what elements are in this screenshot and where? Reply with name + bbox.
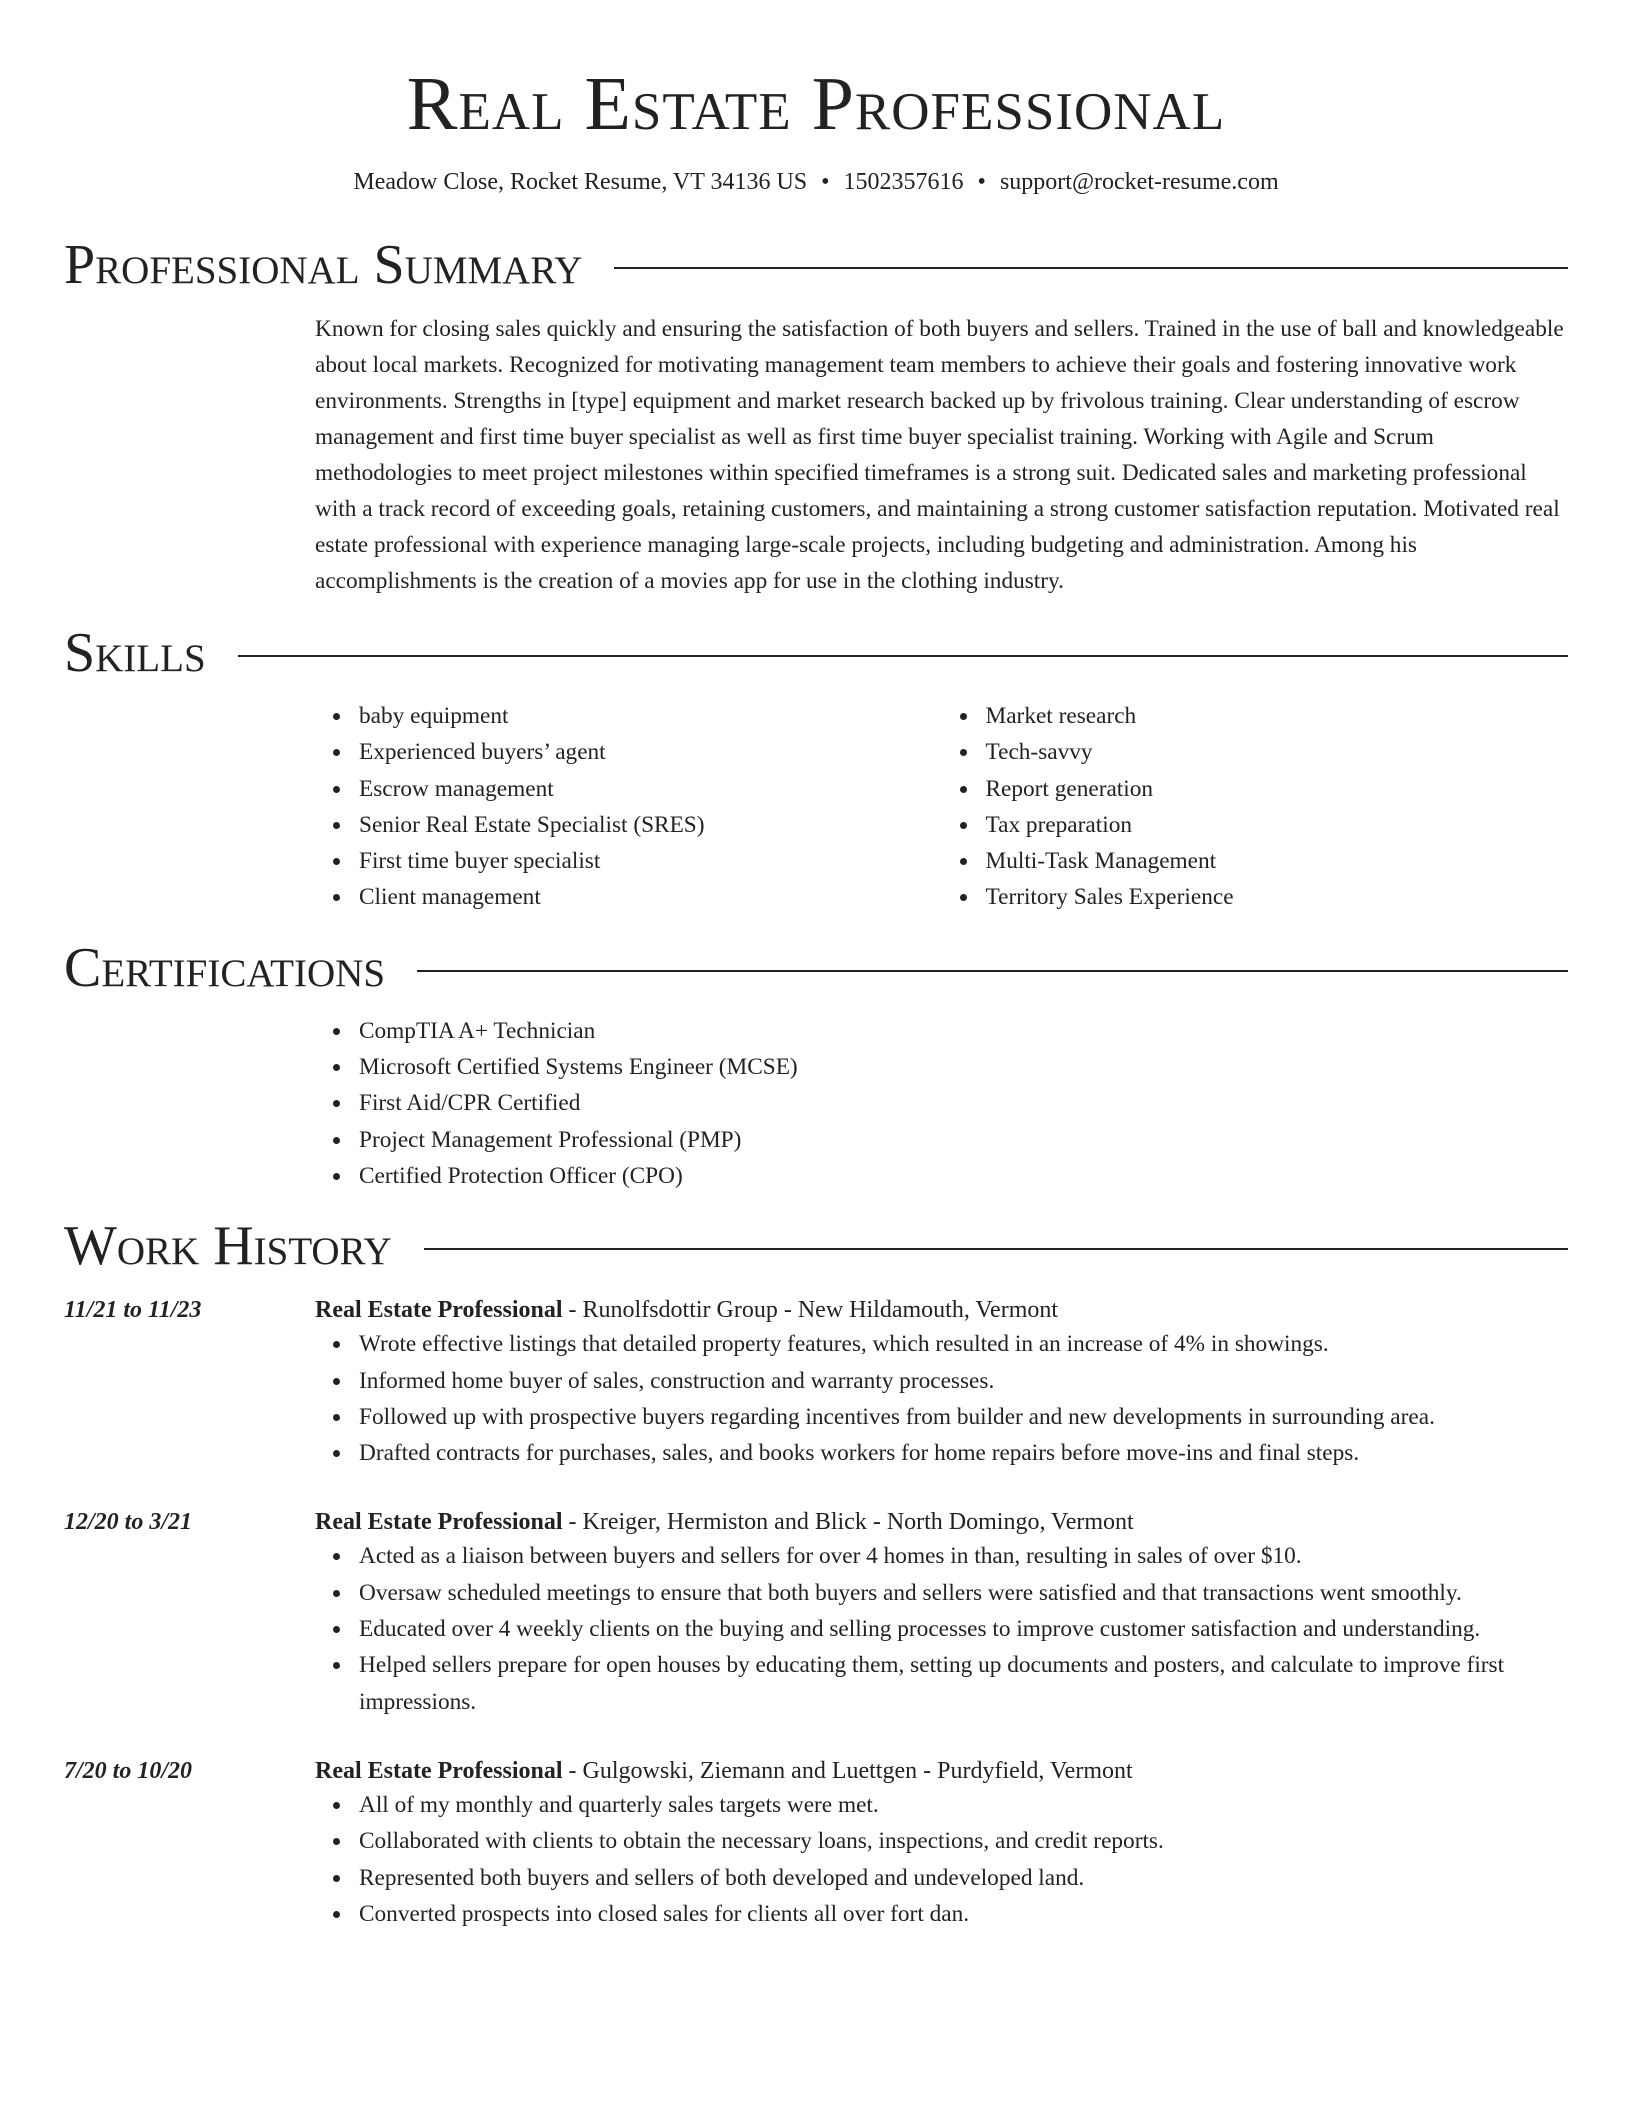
- job-responsibilities: [315, 1326, 1568, 1471]
- job-heading: [315, 1506, 1568, 1538]
- certification-item: CompTIA A+ Technician: [359, 1013, 1568, 1049]
- job-bullet: All of my monthly and quarterly sales targets were met.: [359, 1787, 1568, 1823]
- contact-phone: 1502357616: [843, 169, 964, 195]
- summary-text: Known for closing sales quickly and ensuring the satisfaction of both buyers and sellers. Trained in the use of ball and knowledgeable about local markets. Recognized for motivating management team members to achieve their goals and fostering innovative work environments. Strengths in [type] equipment and market research backed up by frivolous training. Clear understanding of escrow management and first time buyer specialist as well as first time buyer specialist training. Working with Agile and Scrum methodologies to meet project milestones within specified timeframes is a strong suit. Dedicated sales and marketing professional with a track record of exceeding goals, retaining customers, and maintaining a strong customer satisfaction reputation. Motivated real estate professional with experience managing large-scale projects, including budgeting and administration. Among his accomplishments is the creation of a movies app for use in the clothing industry.: [315, 316, 1564, 594]
- section-divider: [417, 970, 1568, 972]
- job-company-location: - Gulgowski, Ziemann and Luettgen - Purdyfield, Vermont: [562, 1757, 1133, 1784]
- contact-separator: •: [821, 169, 830, 195]
- work-section-title: Work History: [64, 1215, 392, 1278]
- job-details: [315, 1755, 1568, 1932]
- skill-item: Client management: [359, 879, 942, 915]
- skill-item: First time buyer specialist: [359, 843, 942, 879]
- job-role: Real Estate Professional: [315, 1509, 563, 1536]
- skill-item: Territory Sales Experience: [986, 879, 1569, 915]
- certification-item: First Aid/CPR Certified: [359, 1085, 1568, 1121]
- skill-item: Tech-savvy: [986, 734, 1569, 770]
- certifications-section-title: Certifications: [64, 936, 386, 999]
- contact-separator: •: [977, 169, 986, 195]
- certifications-items: [315, 1013, 1568, 1194]
- skill-item: Multi-Task Management: [986, 843, 1569, 879]
- job-bullet: Followed up with prospective buyers regarding incentives from builder and new developments in surrounding area.: [359, 1399, 1568, 1435]
- job-dates: 11/21 to 11/23: [64, 1297, 202, 1324]
- certification-item: Microsoft Certified Systems Engineer (MCSE): [359, 1049, 1568, 1085]
- skills-list: [315, 698, 1568, 916]
- skill-item: Experienced buyers’ agent: [359, 734, 942, 770]
- summary-section-title: Professional Summary: [64, 234, 583, 296]
- job-company-location: - Kreiger, Hermiston and Blick - North Domingo, Vermont: [562, 1509, 1134, 1536]
- skill-item: baby equipment: [359, 698, 942, 734]
- job-heading: [315, 1294, 1568, 1326]
- certifications-section-header: [64, 936, 1568, 1000]
- section-divider: [614, 267, 1568, 269]
- certification-item: Certified Protection Officer (CPO): [359, 1158, 1568, 1194]
- job-bullet: Oversaw scheduled meetings to ensure that both buyers and sellers were satisfied and that transactions went smoothly.: [359, 1575, 1568, 1611]
- certifications-list: [315, 1013, 1568, 1194]
- skill-item: Senior Real Estate Specialist (SRES): [359, 807, 942, 843]
- job-dates: 7/20 to 10/20: [64, 1757, 193, 1784]
- skill-item: Report generation: [986, 771, 1569, 807]
- job-bullet: Helped sellers prepare for open houses by educating them, setting up documents and posters, and calculate to improve first impressions.: [359, 1647, 1568, 1720]
- summary-section-body: [315, 311, 1568, 599]
- job-bullet: Educated over 4 weekly clients on the buying and selling processes to improve customer satisfaction and understanding.: [359, 1611, 1568, 1647]
- contact-line: [64, 166, 1568, 198]
- certification-item: Project Management Professional (PMP): [359, 1122, 1568, 1158]
- contact-address: Meadow Close, Rocket Resume, VT 34136 US: [353, 169, 808, 195]
- skill-item: Tax preparation: [986, 807, 1569, 843]
- job-dates: 12/20 to 3/21: [64, 1509, 193, 1536]
- job-bullet: Collaborated with clients to obtain the necessary loans, inspections, and credit reports.: [359, 1823, 1568, 1859]
- job-company-location: - Runolfsdottir Group - New Hildamouth, Vermont: [562, 1297, 1059, 1324]
- job-bullet: Represented both buyers and sellers of both developed and undeveloped land.: [359, 1860, 1568, 1896]
- job-role: Real Estate Professional: [315, 1297, 563, 1324]
- skill-item: Escrow management: [359, 771, 942, 807]
- job-responsibilities: [315, 1787, 1568, 1932]
- work-section-header: [64, 1214, 1568, 1278]
- skills-section-header: [64, 621, 1568, 685]
- skills-column-right: [942, 698, 1569, 916]
- job-bullet: Drafted contracts for purchases, sales, and books workers for home repairs before move-ins and final steps.: [359, 1435, 1568, 1471]
- job-bullet: Converted prospects into closed sales for clients all over fort dan.: [359, 1896, 1568, 1932]
- section-divider: [238, 655, 1568, 657]
- job-responsibilities: [315, 1538, 1568, 1719]
- job-entry: [64, 1755, 1568, 1932]
- candidate-name: Real Estate Professional: [406, 62, 1226, 146]
- skills-column-left: [315, 698, 942, 916]
- skill-item: Market research: [986, 698, 1569, 734]
- contact-email[interactable]: support@rocket-resume.com: [999, 169, 1279, 195]
- skills-section-title: Skills: [64, 622, 206, 684]
- job-bullet: Acted as a liaison between buyers and sellers for over 4 homes in than, resulting in sales of over $10.: [359, 1538, 1568, 1574]
- job-details: [315, 1506, 1568, 1719]
- summary-section-header: [64, 233, 1568, 297]
- section-divider: [424, 1248, 1568, 1250]
- job-role: Real Estate Professional: [315, 1757, 563, 1784]
- job-bullet: Wrote effective listings that detailed property features, which resulted in an increase of 4% in showings.: [359, 1326, 1568, 1362]
- job-entry: [64, 1294, 1568, 1471]
- job-details: [315, 1294, 1568, 1471]
- job-heading: [315, 1755, 1568, 1787]
- job-bullet: Informed home buyer of sales, construction and warranty processes.: [359, 1363, 1568, 1399]
- job-entry: [64, 1506, 1568, 1719]
